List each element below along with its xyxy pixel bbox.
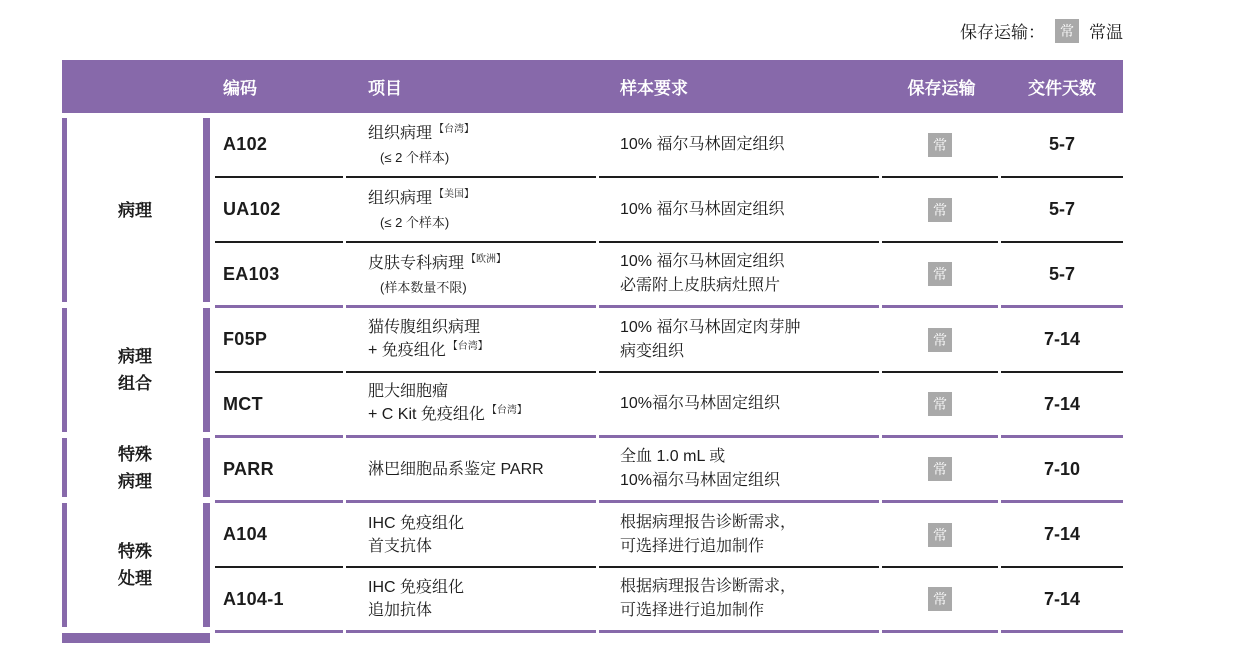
row-sample [599, 178, 879, 243]
storage-legend [960, 18, 1123, 43]
category-group-pathology-combo [62, 308, 210, 432]
category-bottom-bar [62, 633, 210, 643]
sample-line: 10%福尔马林固定组织 [620, 472, 781, 489]
category-group-special-pathology [62, 438, 210, 497]
row-sample [599, 243, 879, 308]
storage-badge: 常 [928, 392, 952, 416]
storage-badge: 常 [928, 262, 952, 286]
row-item [346, 308, 596, 373]
row-item [346, 503, 596, 568]
row-days: 7-14 [1001, 568, 1123, 633]
category-label-line: 特殊 [118, 444, 152, 464]
row-storage [882, 308, 998, 373]
row-storage [882, 438, 998, 503]
item-region-superscript: 【台湾】 [486, 405, 527, 416]
item-text: IHC 免疫组化 [368, 514, 465, 532]
category-group-special-processing [62, 503, 210, 627]
row-storage [882, 568, 998, 633]
header-spacer [62, 60, 215, 113]
category-label-line: 组合 [118, 374, 152, 393]
row-days: 5-7 [1001, 113, 1123, 178]
storage-badge: 常 [1055, 19, 1079, 43]
category-group-pathology [62, 118, 210, 302]
item-subnote: (≤ 2 个样本) [380, 150, 450, 165]
row-storage [882, 178, 998, 243]
row-code: F05P [215, 308, 343, 373]
header-sample: 样本要求 [620, 79, 688, 98]
service-table [62, 60, 1123, 643]
item-region-superscript: 【台湾】 [447, 340, 488, 352]
storage-badge: 常 [928, 523, 952, 547]
table-row-mct [215, 373, 1123, 438]
row-sample [599, 373, 879, 438]
table-row-ua102 [215, 178, 1123, 243]
row-code: A104 [215, 503, 343, 568]
item-text: + C Kit 免疫组化 [368, 406, 485, 423]
row-days: 5-7 [1001, 178, 1123, 243]
table-row-a104-1 [215, 568, 1123, 633]
category-label-line: 病理 [118, 347, 152, 366]
item-region-superscript: 【台湾】 [434, 124, 475, 135]
table-row-ea103 [215, 243, 1123, 308]
sample-line: 10% 福尔马林固定组织 [620, 253, 785, 270]
table-row-a102 [215, 113, 1123, 178]
row-sample [599, 503, 879, 568]
sample-line: 病变组织 [620, 342, 685, 360]
table-row-f05p [215, 308, 1123, 373]
row-storage [882, 503, 998, 568]
item-text: 猫传腹组织病理 [368, 318, 481, 336]
item-text: 组织病理 [368, 125, 433, 142]
category-label-line: 处理 [118, 569, 152, 588]
item-text: 淋巴细胞品系鉴定 PARR [368, 460, 544, 478]
row-code: A104-1 [215, 568, 343, 633]
category-label-line: 病理 [118, 200, 152, 220]
legend-label: 保存运输： [960, 23, 1045, 42]
sample-line: 根据病理报告诊断需求， [620, 513, 797, 531]
table-rows [215, 113, 1123, 643]
row-sample [599, 308, 879, 373]
storage-badge: 常 [928, 587, 952, 611]
row-code: PARR [215, 438, 343, 503]
item-subnote: (≤ 2 个样本) [380, 215, 450, 230]
item-text: IHC 免疫组化 [368, 579, 465, 596]
row-sample [599, 113, 879, 178]
category-column [62, 113, 210, 643]
item-region-superscript: 【欧洲】 [466, 253, 507, 265]
storage-badge: 常 [928, 328, 952, 352]
item-region-superscript: 【美国】 [434, 189, 475, 200]
sample-line: 必需附上皮肤病灶照片 [620, 277, 781, 294]
item-text: 首支抗体 [368, 537, 433, 555]
row-storage [882, 373, 998, 438]
table-header [62, 60, 1123, 113]
row-item [346, 243, 596, 308]
storage-badge: 常 [928, 457, 952, 481]
row-sample [599, 438, 879, 503]
legend-badge-meaning: 常温 [1089, 23, 1123, 42]
item-text: 追加抗体 [368, 602, 433, 619]
row-days: 7-10 [1001, 438, 1123, 503]
sample-line: 全血 1.0 mL 或 [620, 448, 726, 465]
row-item [346, 113, 596, 178]
header-storage: 保存运输 [907, 79, 976, 98]
sample-line: 可选择进行追加制作 [620, 602, 765, 619]
row-storage [882, 113, 998, 178]
row-item [346, 178, 596, 243]
item-text: + 免疫组化 [368, 341, 446, 359]
sample-line: 根据病理报告诊断需求， [620, 578, 797, 595]
sample-line: 10%福尔马林固定组织 [620, 395, 781, 412]
row-days: 7-14 [1001, 503, 1123, 568]
row-code: UA102 [215, 178, 343, 243]
header-item: 项目 [368, 79, 402, 98]
row-days: 7-14 [1001, 308, 1123, 373]
row-code: A102 [215, 113, 343, 178]
table-row-parr [215, 438, 1123, 503]
row-sample [599, 568, 879, 633]
row-item [346, 438, 596, 503]
table-row-a104 [215, 503, 1123, 568]
storage-badge: 常 [928, 133, 952, 157]
item-text: 肥大细胞瘤 [368, 383, 449, 400]
header-days: 交件天数 [1028, 79, 1096, 98]
row-code: MCT [215, 373, 343, 438]
storage-badge: 常 [928, 198, 952, 222]
item-subnote: (样本数量不限) [380, 279, 467, 295]
table-body [62, 113, 1123, 643]
row-storage [882, 243, 998, 308]
sample-line: 10% 福尔马林固定组织 [620, 200, 785, 218]
item-text: 皮肤专科病理 [368, 254, 465, 272]
row-days: 7-14 [1001, 373, 1123, 438]
sample-line: 可选择进行追加制作 [620, 537, 765, 555]
row-item [346, 568, 596, 633]
category-label-line: 特殊 [118, 542, 152, 561]
row-code: EA103 [215, 243, 343, 308]
sample-line: 10% 福尔马林固定组织 [620, 135, 785, 153]
row-days: 5-7 [1001, 243, 1123, 308]
row-item [346, 373, 596, 438]
category-label-line: 病理 [118, 471, 152, 491]
sample-line: 10% 福尔马林固定肉芽肿 [620, 318, 801, 336]
item-text: 组织病理 [368, 190, 433, 207]
header-code: 编码 [223, 79, 257, 98]
